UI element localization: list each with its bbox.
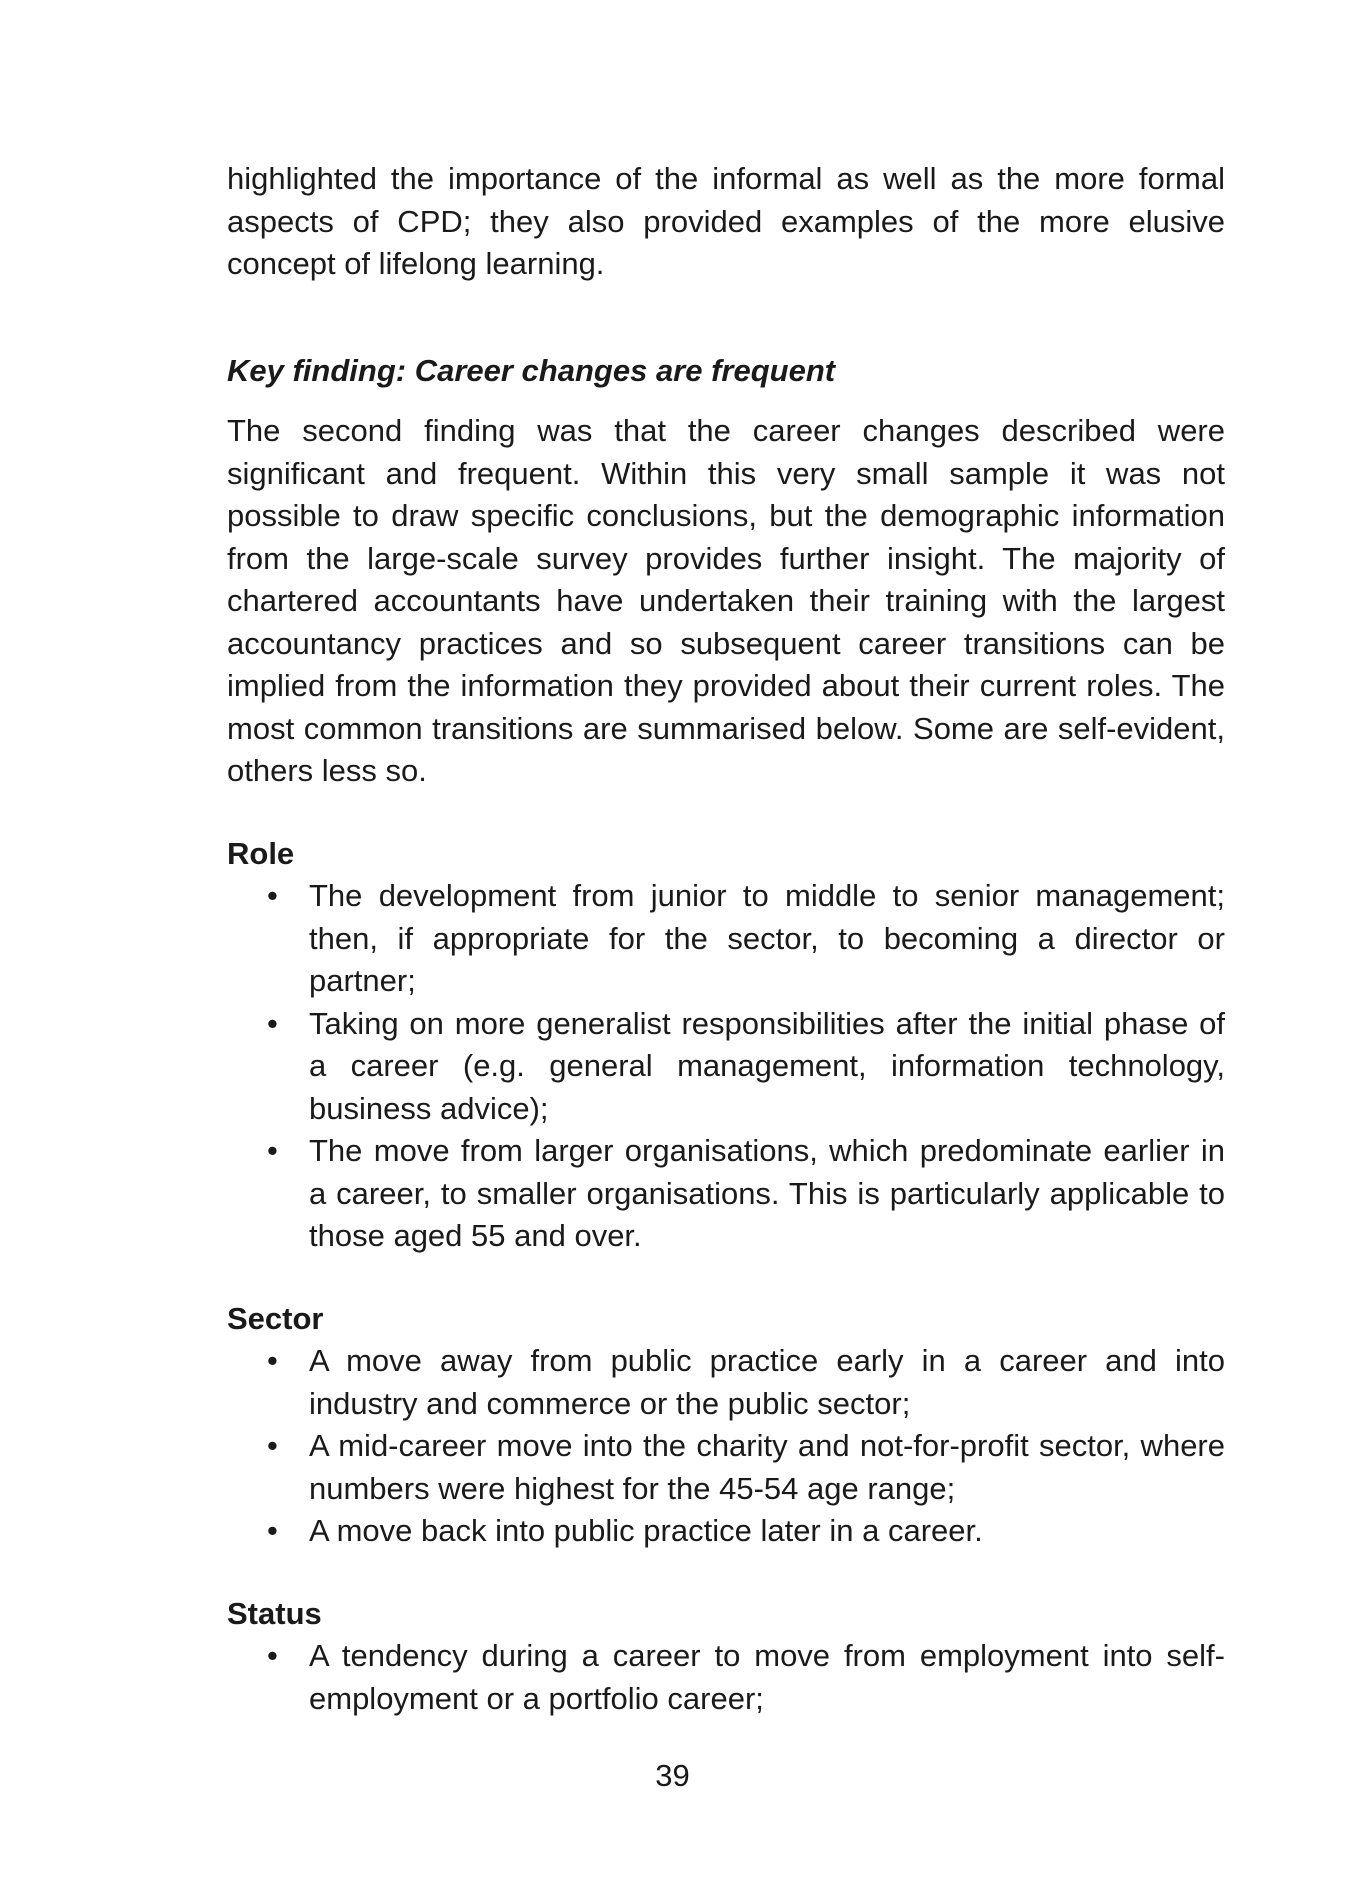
list-item	[227, 875, 1225, 1003]
intro-paragraph: highlighted the importance of the informal as well as the more formal aspects of CPD; they also provided examples of the more elusive concept of lifelong learning.	[227, 161, 1225, 281]
bullet-icon: •	[267, 1513, 278, 1548]
page-content	[227, 158, 1225, 1720]
list-item-text: A mid-career move into the charity and not-for-profit sector, where numbers were highest for the 45-54 age range;	[309, 1428, 1225, 1506]
key-finding-heading: Key finding: Career changes are frequent	[227, 352, 836, 388]
list-item	[227, 1003, 1225, 1131]
list-item	[227, 1635, 1225, 1720]
key-finding-paragraph: The second finding was that the career changes described were significant and frequent. Within this very small sample it was not possible to draw specific conclusions, but the demographic information from the large-scale survey provides further insight. The majority of chartered accountants have undertaken their training with the largest accountancy practices and so subsequent career transitions can be implied from the information they provided about their current roles. The most common transitions are summarised below. Some are self-evident, others less so.	[227, 413, 1225, 788]
list-item-text: The move from larger organisations, which predominate earlier in a career, to smaller organisations. This is particularly applicable to those aged 55 and over.	[309, 1133, 1225, 1253]
list-item	[227, 1130, 1225, 1258]
list-item-text: The development from junior to middle to senior management; then, if appropriate for the sector, to becoming a director or partner;	[309, 878, 1225, 998]
list-item	[227, 1510, 1225, 1553]
bullet-icon: •	[267, 878, 278, 913]
page-number: 39	[655, 1758, 690, 1793]
status-bullet-list	[227, 1635, 1225, 1720]
section-heading-role: Role	[227, 835, 295, 871]
section-heading-sector: Sector	[227, 1300, 324, 1336]
bullet-icon: •	[267, 1428, 278, 1463]
bullet-icon: •	[267, 1133, 278, 1168]
section-heading-status: Status	[227, 1595, 322, 1631]
list-item-text: A move back into public practice later in a career.	[309, 1513, 983, 1548]
bullet-icon: •	[267, 1343, 278, 1378]
role-bullet-list	[227, 875, 1225, 1258]
list-item	[227, 1340, 1225, 1425]
list-item	[227, 1425, 1225, 1510]
list-item-text: A tendency during a career to move from employment into self-employment or a portfolio career;	[309, 1638, 1225, 1716]
bullet-icon: •	[267, 1005, 278, 1041]
sector-bullet-list	[227, 1340, 1225, 1553]
bullet-icon: •	[267, 1638, 278, 1673]
list-item-text: Taking on more generalist responsibilities after the initial phase of a career (e.g. general management, information technology, business advice);	[309, 1005, 1225, 1126]
list-item-text: A move away from public practice early in a career and into industry and commerce or the public sector;	[309, 1343, 1225, 1421]
